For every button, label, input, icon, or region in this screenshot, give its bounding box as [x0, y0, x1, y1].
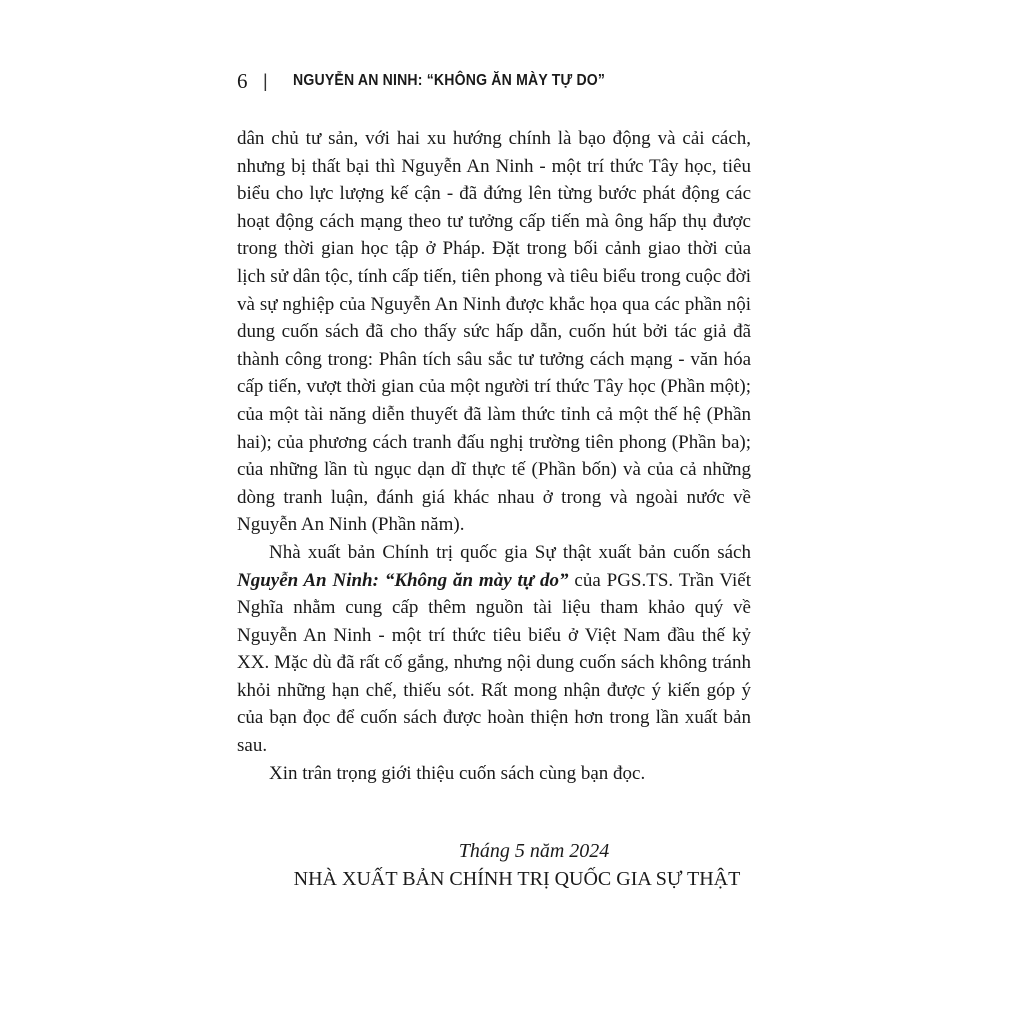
paragraph-2	[237, 539, 751, 760]
book-title: Nguyễn An Ninh: “Không ăn mày tự do”	[237, 569, 569, 591]
paragraph-2-rest: của PGS.TS. Trần Viết Nghĩa nhằm cung cấp thêm nguồn tài liệu tham khảo quý về Nguyễn An Ninh - một trí thức tiêu biểu ở Việt Nam đầu thế kỷ XX. Mặc dù đã rất cố gắng, nhưng nội dung cuốn sách không tránh khỏi những hạn chế, thiếu sót. Rất mong nhận được ý kiến góp ý của bạn đọc để cuốn sách được hoàn thiện hơn trong lần xuất bản sau.	[237, 569, 751, 757]
signature-publisher: NHÀ XUẤT BẢN CHÍNH TRỊ QUỐC GIA SỰ THẬT	[293, 868, 741, 890]
signature-date: Tháng 5 năm 2024	[458, 840, 610, 862]
paragraph-1: dân chủ tư sản, với hai xu hướng chính là bạo động và cải cách, nhưng bị thất bại thì Nguyễn An Ninh - một trí thức Tây học, tiêu biểu cho lực lượng kế cận - đã đứng lên từng bước phát động các hoạt động cách mạng theo tư tưởng cấp tiến mà ông hấp thụ được trong thời gian học tập ở Pháp. Đặt trong bối cảnh giao thời của lịch sử dân tộc, tính cấp tiến, tiên phong và tiêu biểu trong cuộc đời và sự nghiệp của Nguyễn An Ninh được khắc họa qua các phần nội dung cuốn sách đã cho thấy sức hấp dẫn, cuốn hút bởi tác giả đã thành công trong: Phân tích sâu sắc tư tưởng cách mạng - văn hóa cấp tiến, vượt thời gian của một người trí thức Tây học (Phần một); của một tài năng diễn thuyết đã làm thức tỉnh cả một thế hệ (Phần hai); của phương cách tranh đấu nghị trường tiên phong (Phần ba); của những lần tù ngục dạn dĩ thực tế (Phần bốn) và của cả những dòng tranh luận, đánh giá khác nhau ở trong và ngoài nước về Nguyễn An Ninh (Phần năm).	[237, 128, 751, 536]
header-separator: |	[263, 70, 268, 91]
body-text	[237, 125, 751, 787]
paragraph-2-lead: Nhà xuất bản Chính trị quốc gia Sự thật xuất bản cuốn sách	[269, 541, 751, 563]
running-title: NGUYỄN AN NINH: “KHÔNG ĂN MÀY TỰ DO”	[293, 72, 606, 89]
page-number: 6	[237, 68, 248, 93]
paragraph-3: Xin trân trọng giới thiệu cuốn sách cùng bạn đọc.	[269, 762, 646, 784]
running-header	[237, 66, 648, 96]
